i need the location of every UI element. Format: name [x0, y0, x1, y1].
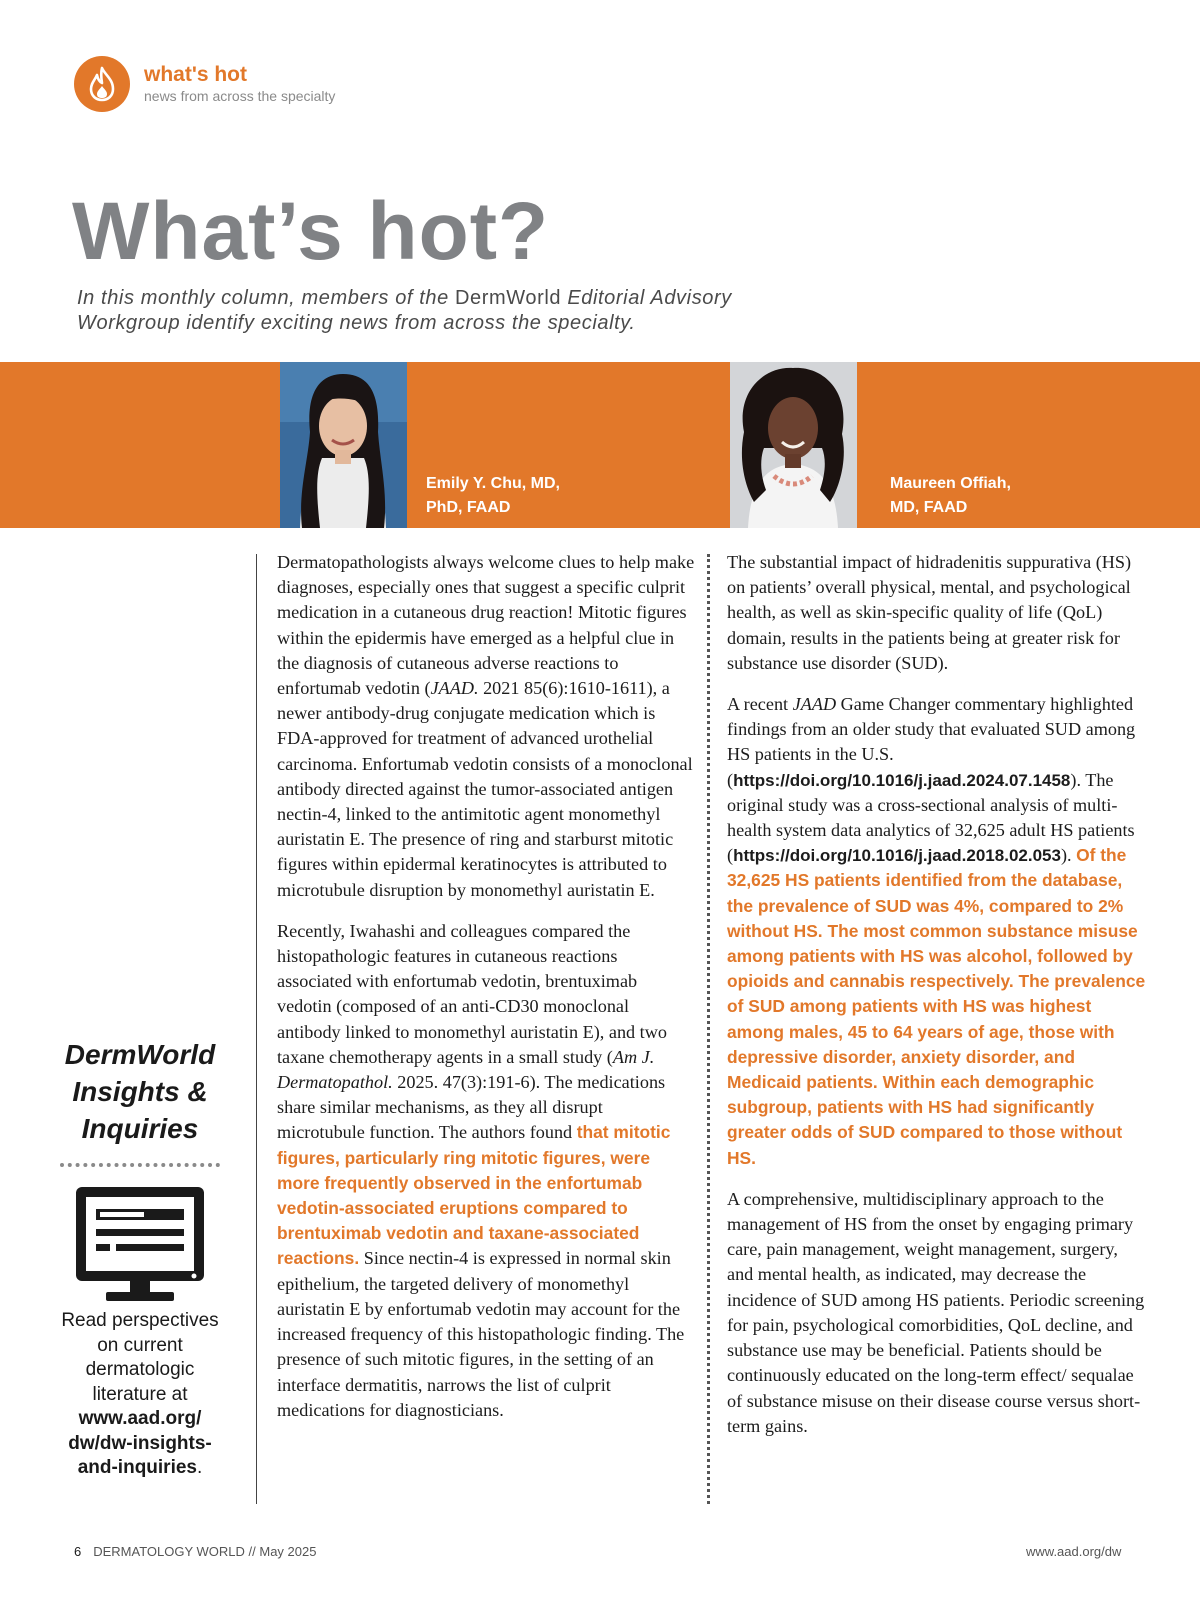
- doi-link[interactable]: https://doi.org/10.1016/j.jaad.2018.02.053: [733, 846, 1061, 866]
- paragraph: Recently, Iwahashi and colleagues compared the histopathologic features in cutaneous reactions associated with enfortumab vedotin, brentuximab vedotin (composed of an anti-CD30 monoclonal antibody linked to monomethyl auristatin E), and two taxane chemotherapy agents in a small study (Am J. Dermatopathol. 2025. 47(3):191-6). The medications share similar mechanisms, as they all disrupt microtubule function. The authors found that mitotic figures, particularly ring mitotic figures, were more frequently observed in the enfortumab vedotin-associated eruptions compared to brentuximab vedotin and taxane-associated reactions. Since nectin-4 is expressed in normal skin epithelium, the targeted delivery of monomethyl auristatin E by enfortumab vedotin may account for the increased frequency of this histopathologic finding. The presence of such mitotic figures, in the setting of an interface dermatitis, narrows the list of culprit medications for diagnosticians.: [277, 920, 685, 1420]
- citation: Am J. Dermatopathol.: [277, 1046, 655, 1093]
- highlighted-finding: Of the 32,625 HS patients identified from the database, the prevalence of SUD was 4%, compared to 2% without HS. The most common substance misuse among patients with HS was alcohol, followed by opioids and cannabis respectively. The prevalence of SUD among patients with HS was highest among males, 45 to 64 years of age, those with depressive disorder, anxiety disorder, and Medicaid patients. Within each demographic subgroup, patients with HS had significantly greater odds of SUD compared to those without HS.: [727, 845, 1146, 1168]
- paragraph: Dermatopathologists always welcome clues to help make diagnoses, especially ones that suggest a specific culprit medication in a cutaneous drug reaction! Mitotic figures within the epidermis have emerged as a helpful clue in the diagnosis of cutaneous adverse reactions to enfortumab vedotin (JAAD. 2021 85(6):1610-1611), a newer antibody-drug conjugate medication which is FDA-approved for treatment of advanced urothelial carcinoma. Enfortumab vedotin consists of a monoclonal antibody directed against the tumor-associated antigen nectin-4, linked to the antimitotic agent monomethyl auristatin E. The presence of ring and starburst mitotic figures within epidermal keratinocytes is attributed to microtubule disruption by monomethyl auristatin E.: [277, 552, 695, 900]
- citation: JAAD: [792, 694, 837, 715]
- sidebar-text: Read perspectives on current dermatologic literature at www.aad.org/ dw/dw-insights-and-inquiries.: [61, 1310, 219, 1478]
- flame-icon: [74, 56, 130, 112]
- intro-text: In this monthly column, members of the DermWorld Editorial Advisory Workgroup identify exciting news from across the specialty.: [77, 287, 732, 334]
- page-number: 6: [74, 1544, 82, 1559]
- section-header: [74, 56, 335, 112]
- citation: JAAD.: [430, 678, 479, 699]
- author-name-offiah: Maureen Offiah, MD, FAAD: [890, 475, 1011, 516]
- dotted-divider: [60, 1163, 220, 1167]
- paragraph: A comprehensive, multidisciplinary approach to the management of HS from the onset by engaging primary care, pain management, weight management, surgery, and mental health, as indicated, may decrease the incidence of SUD among HS patients. Periodic screening for pain, psychological comorbidities, QoL decline, and substance use may be beneficial. Patients should be continuously educated on the long-term effect/ sequalae of substance misuse on their disease course versus short-term gains.: [727, 1188, 1145, 1436]
- sidebar-callout: [52, 1036, 228, 1481]
- article-column-chu: [277, 550, 695, 1439]
- section-title: what's hot: [144, 63, 247, 86]
- monitor-icon: [74, 1185, 206, 1303]
- paragraph: The substantial impact of hidradenitis suppurativa (HS) on patients’ overall physical, mental, and psychological health, as well as skin-specific quality of life (QoL) domain, results in the patients being at greater risk for substance use disorder (SUD).: [727, 552, 1132, 673]
- article-column-offiah: [727, 550, 1147, 1455]
- column-dotted-rule: [707, 554, 710, 1504]
- publication-name: DERMATOLOGY WORLD // May 2025: [93, 1544, 317, 1559]
- author-photo-offiah: [730, 362, 857, 528]
- footer-url[interactable]: www.aad.org/dw: [1026, 1544, 1122, 1559]
- highlighted-finding: that mitotic figures, particularly ring mitotic figures, were more frequently observed in the enfortumab vedotin-associated eruptions compared to brentuximab vedotin and taxane-associated reactions.: [277, 1122, 671, 1269]
- paragraph: A recent JAAD Game Changer commentary highlighted findings from an older study that evaluated SUD among HS patients in the U.S. (https://doi.org/10.1016/j.jaad.2024.07.1458). The original study was a cross-sectional analysis of multi-health system data analytics of 32,625 adult HS patients (https://doi.org/10.1016/j.jaad.2018.02.053). Of the 32,625 HS patients identified from the database, the prevalence of SUD was 4%, compared to 2% without HS. The most common substance misuse among patients with HS was alcohol, followed by opioids and cannabis respectively. The prevalence of SUD among patients with HS was highest among males, 45 to 64 years of age, those with depressive disorder, anxiety disorder, and Medicaid patients. Within each demographic subgroup, patients with HS had significantly greater odds of SUD compared to those without HS.: [727, 694, 1146, 1168]
- sidebar-title: DermWorld Insights & Inquiries: [64, 1039, 216, 1144]
- page-title: What’s hot?: [72, 186, 550, 277]
- column-rule: [256, 554, 257, 1504]
- section-subtitle: news from across the specialty: [144, 88, 336, 104]
- author-name-chu: Emily Y. Chu, MD, PhD, FAAD: [426, 475, 560, 516]
- brand-name: DermWorld: [455, 287, 562, 309]
- doi-link[interactable]: https://doi.org/10.1016/j.jaad.2024.07.1458: [733, 770, 1071, 790]
- footer-left: [74, 1544, 316, 1559]
- sidebar-link[interactable]: www.aad.org/ dw/dw-insights-and-inquiries: [68, 1408, 212, 1478]
- authors-band: [0, 362, 1200, 528]
- author-photo-chu: [280, 362, 407, 528]
